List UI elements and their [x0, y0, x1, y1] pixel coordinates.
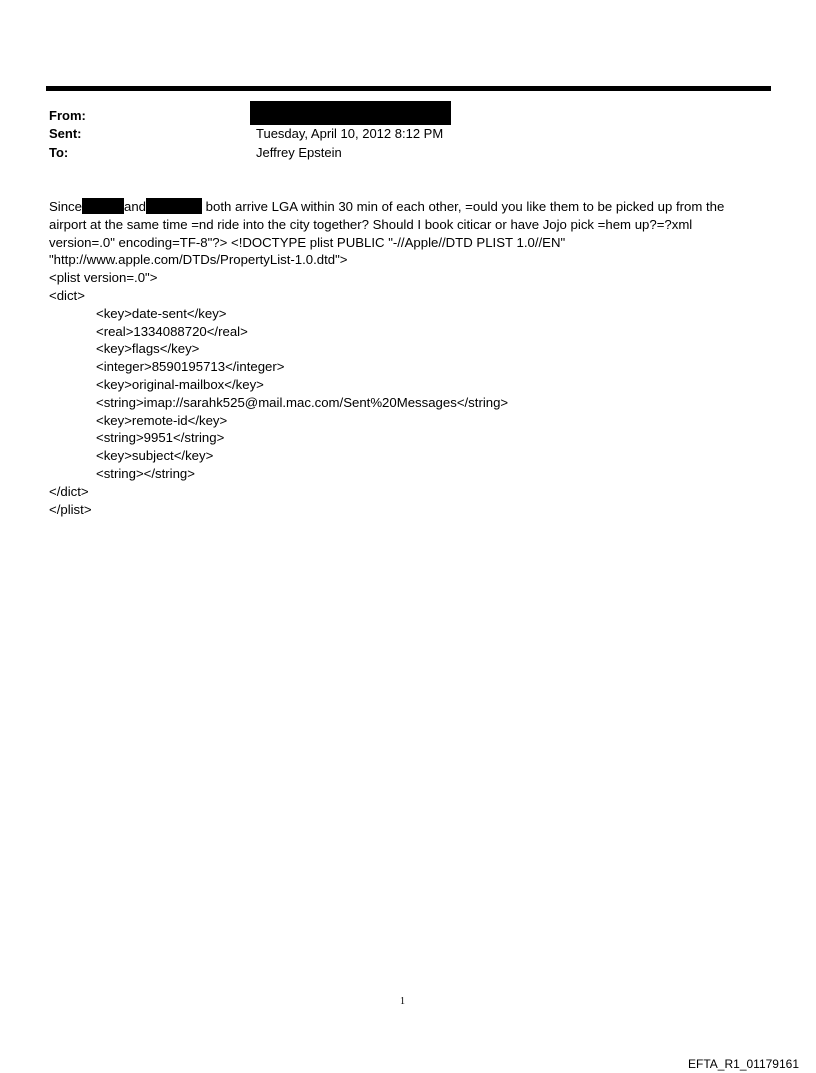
body-line-1-b: and: [124, 199, 147, 214]
body-line-2: airport at the same time =nd ride into the city together? Should I book citicar or have Jojo pick =hem up?=?xml: [49, 216, 693, 232]
plist-line: <string>imap://sarahk525@mail.mac.com/Sent%20Messages</string>: [96, 394, 509, 410]
close-plist-line: </plist>: [49, 501, 92, 517]
to-value: Jeffrey Epstein: [256, 145, 342, 160]
body-line-1-a: Since: [49, 199, 82, 214]
plist-line: <string>9951</string>: [96, 430, 225, 446]
plist-line: <real>1334088720</real>: [96, 323, 248, 339]
body-line-4: "http://www.apple.com/DTDs/PropertyList-1.0.dtd">: [49, 252, 348, 268]
body-line-3: version=.0" encoding=TF-8"?> <!DOCTYPE plist PUBLIC "-//Apple//DTD PLIST 1.0//EN": [49, 234, 566, 250]
from-redaction: [250, 101, 451, 125]
body-line-1: [49, 198, 769, 216]
plist-line: <key>subject</key>: [96, 448, 214, 464]
body-line-1-c: both arrive LGA within 30 min of each other, =ould you like them to be picked up from the: [202, 199, 725, 214]
email-body: [49, 198, 769, 518]
from-label: From:: [49, 108, 86, 123]
bates-number: EFTA_R1_01179161: [688, 1057, 799, 1071]
plist-line: <key>flags</key>: [96, 341, 200, 357]
body-line-5: <plist version=.0">: [49, 270, 158, 286]
plist-line: <key>remote-id</key>: [96, 412, 228, 428]
page-number: 1: [400, 996, 405, 1007]
plist-line: <string></string>: [96, 465, 195, 481]
plist-line: <key>original-mailbox</key>: [96, 376, 264, 392]
plist-line: <integer>8590195713</integer>: [96, 359, 285, 375]
plist-line: <key>date-sent</key>: [96, 305, 227, 321]
close-dict-line: </dict>: [49, 483, 89, 499]
sent-label: Sent:: [49, 126, 82, 141]
sent-value: Tuesday, April 10, 2012 8:12 PM: [256, 126, 444, 141]
to-label: To:: [49, 145, 69, 160]
body-line-6: <dict>: [49, 287, 85, 303]
header-rule: [46, 86, 771, 91]
name-redaction-1: [82, 198, 124, 214]
name-redaction-2: [146, 198, 202, 214]
